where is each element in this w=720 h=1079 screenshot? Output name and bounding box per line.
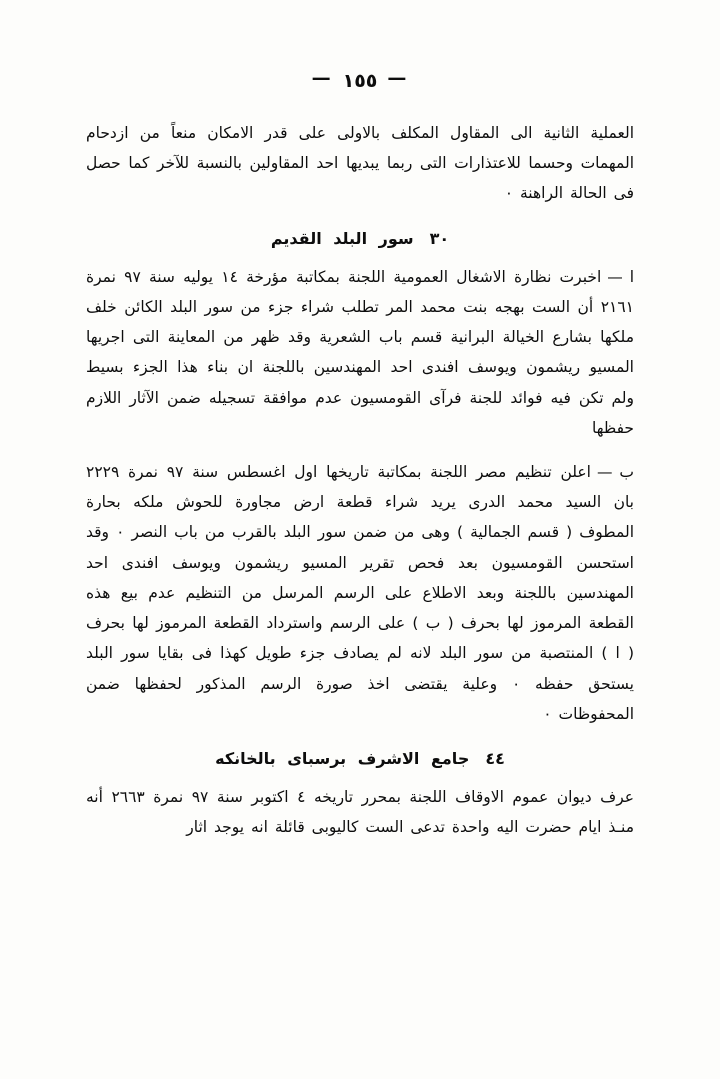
page-number-dash-right: — [311, 67, 333, 89]
page-content [86, 67, 635, 929]
section-heading [86, 229, 634, 248]
item-text: اعلن تنظيم مصر اللجنة بمكاتبة تاريخها اول اغسطس سنة ٩٧ نمرة ٢٢٢٩ بان السيد محمد الدرى يريد شراء قطعة ارض مجاورة للحوش ملكه بحارة المطوف ( قسم الجمالية ) وهى من ضمن سور البلد بالقرب من باب النصر ٠ وقد استحسن القومسيون بعد فحص تقرير المسيو ريشمون ويوسف افندى احد المهندسين باللجنة وبعد الاطلاع على الرسم المرسل من التنظيم عدم بيع هذه القطعة المرموز لها بحرف ( ب ) على الرسم واسترداد القطعة المرموز لها بحرف ( ا ) المنتصبة من سور البلد لانه لم يصادف جزء طويل كهذا فى بقايا سور البلد يستحق حفظه ٠ وعلية يقتضى اخذ صورة الرسم المذكور لحفظها ضمن المحفوظات ٠ [86, 462, 634, 723]
section-number: ٣٠ [429, 228, 450, 248]
page-number [86, 67, 634, 92]
item-marker: ب — [596, 462, 634, 481]
item-text: عرف ديوان عموم الاوقاف اللجنة بمحرر تاريخه ٤ اكتوبر سنة ٩٧ نمرة ٢٦٦٣ أنه منـذ ايام حضرت اليه واحدة تدعى الست كاليوبى قائلة انه يوجد اثار [86, 787, 635, 837]
section-44 [86, 749, 634, 842]
intro-paragraph: العملية الثانية الى المقاول المكلف بالاولى على قدر الامكان منعاً من ازدحام المهمات وحسما للاعتذارات التى ربما يبديها احد المقاولين بالنسبة للآخر كما حصل فى الحالة الراهنة ٠ [86, 124, 634, 203]
page-number-dash-left: — [387, 67, 409, 89]
section-30 [86, 229, 634, 729]
page-number-value: ١٥٥ [342, 70, 378, 92]
section-item [86, 262, 634, 443]
section-heading [86, 749, 634, 768]
item-marker: ا — [607, 267, 634, 286]
section-number: ٤٤ [485, 748, 505, 768]
section-item [86, 457, 634, 729]
section-title: سور البلد القديم [270, 228, 414, 248]
section-title: جامع الاشرف برسباى بالخانكه [215, 748, 470, 768]
item-text: اخبرت نظارة الاشغال العمومية اللجنة بمكاتبة مؤرخة ١٤ يوليه سنة ٩٧ نمرة ٢١٦١ أن الست بهجه بنت محمد المر تطلب شراء جزء من سور البلد الكائن خلف ملكها بشارع الخيالة البرانية قسم باب الشعرية وقد ظهر من المعاينة التى اجريها المسيو ريشمون ويوسف افندى احد المهندسين باللجنة ان بناء هذا الجزء بسيط ولم تكن فيه فوائد للجنة فرآى القومسيون عدم موافقة تسجيله ضمن الآثار اللازم حفظها [86, 267, 634, 437]
section-item [86, 782, 634, 842]
